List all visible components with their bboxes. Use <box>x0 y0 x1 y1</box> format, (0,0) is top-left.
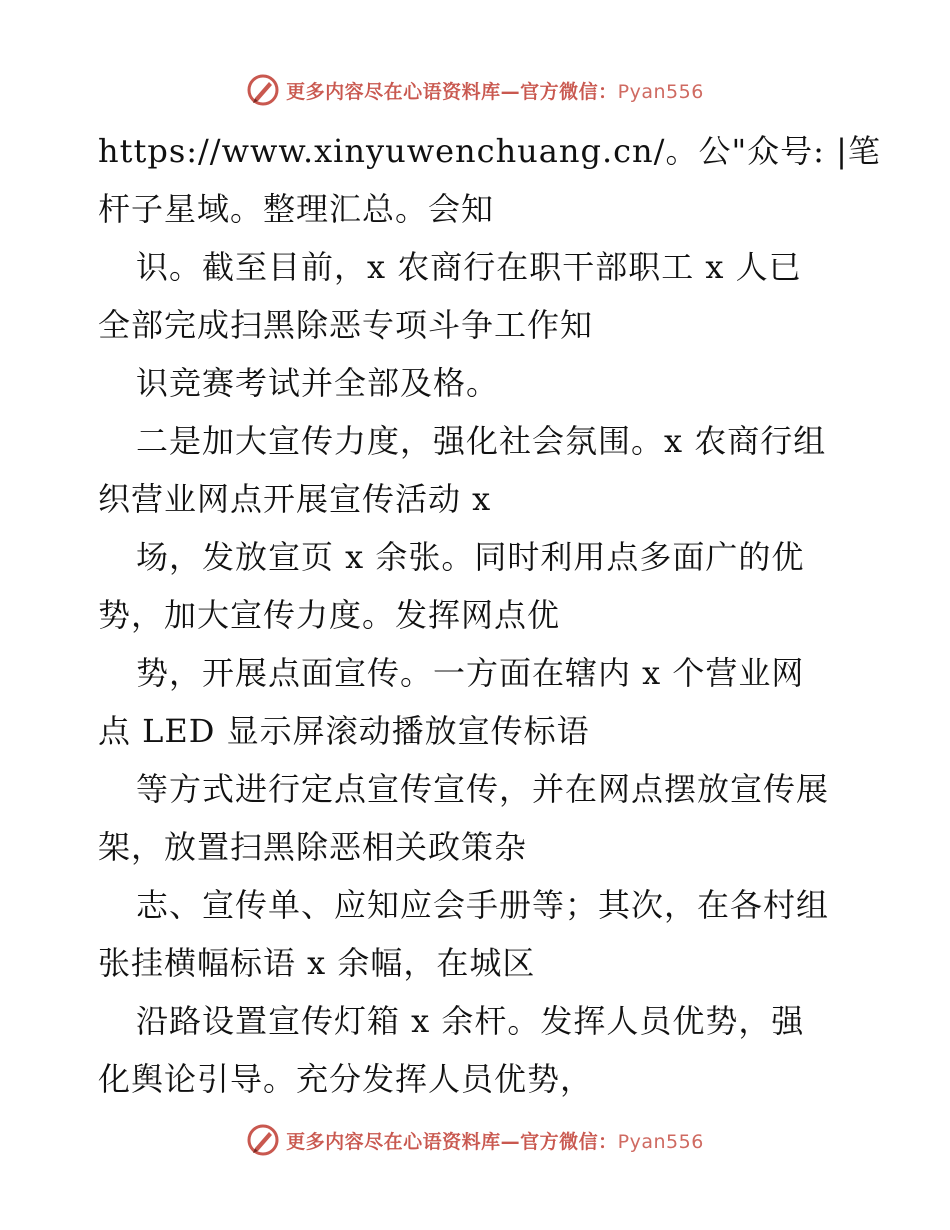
text-line: 沿路设置宣传灯箱 x 余杆。发挥人员优势，强 <box>136 1002 805 1040</box>
text-line: 二是加大宣传力度，强化社会氛围。x 农商行组 <box>136 422 827 460</box>
text-line: 点 LED 显示屏滚动播放宣传标语 <box>98 712 590 750</box>
text-line: 架，放置扫黑除恶相关政策杂 <box>98 828 528 866</box>
footer-banner <box>0 1120 950 1160</box>
text-line: 势，开展点面宣传。一方面在辖内 x 个营业网 <box>136 654 805 692</box>
banner-text: 更多内容尽在心语资料库—官方微信：Pyan556 <box>286 1130 704 1153</box>
pen-logo-icon <box>246 73 280 107</box>
text-line: 织营业网点开展宣传活动 x <box>98 480 492 518</box>
banner-text: 更多内容尽在心语资料库—官方微信：Pyan556 <box>286 80 704 103</box>
text-line: 张挂横幅标语 x 余幅，在城区 <box>98 944 536 982</box>
text-line: https://www.xinyuwenchuang.cn/。公"众号: |笔 <box>98 132 881 170</box>
text-line: 等方式进行定点宣传宣传，并在网点摆放宣传展 <box>136 770 830 808</box>
text-line: 杆子星域。整理汇总。会知 <box>98 190 495 228</box>
text-line: 识。截至目前，x 农商行在职干部职工 x 人已 <box>136 248 802 286</box>
pen-logo-icon <box>246 1123 280 1157</box>
banner-handle: Pyan556 <box>617 80 704 103</box>
banner-handle: Pyan556 <box>617 1130 704 1153</box>
header-banner <box>0 70 950 110</box>
text-line: 化舆论引导。充分发挥人员优势， <box>98 1060 594 1098</box>
text-line: 场，发放宣页 x 余张。同时利用点多面广的优 <box>136 538 805 576</box>
document-body <box>98 122 881 1108</box>
text-line: 势，加大宣传力度。发挥网点优 <box>98 596 561 634</box>
text-line: 全部完成扫黑除恶专项斗争工作知 <box>98 306 594 344</box>
text-line: 识竞赛考试并全部及格。 <box>136 364 500 402</box>
text-line: 志、宣传单、应知应会手册等；其次，在各村组 <box>136 886 830 924</box>
